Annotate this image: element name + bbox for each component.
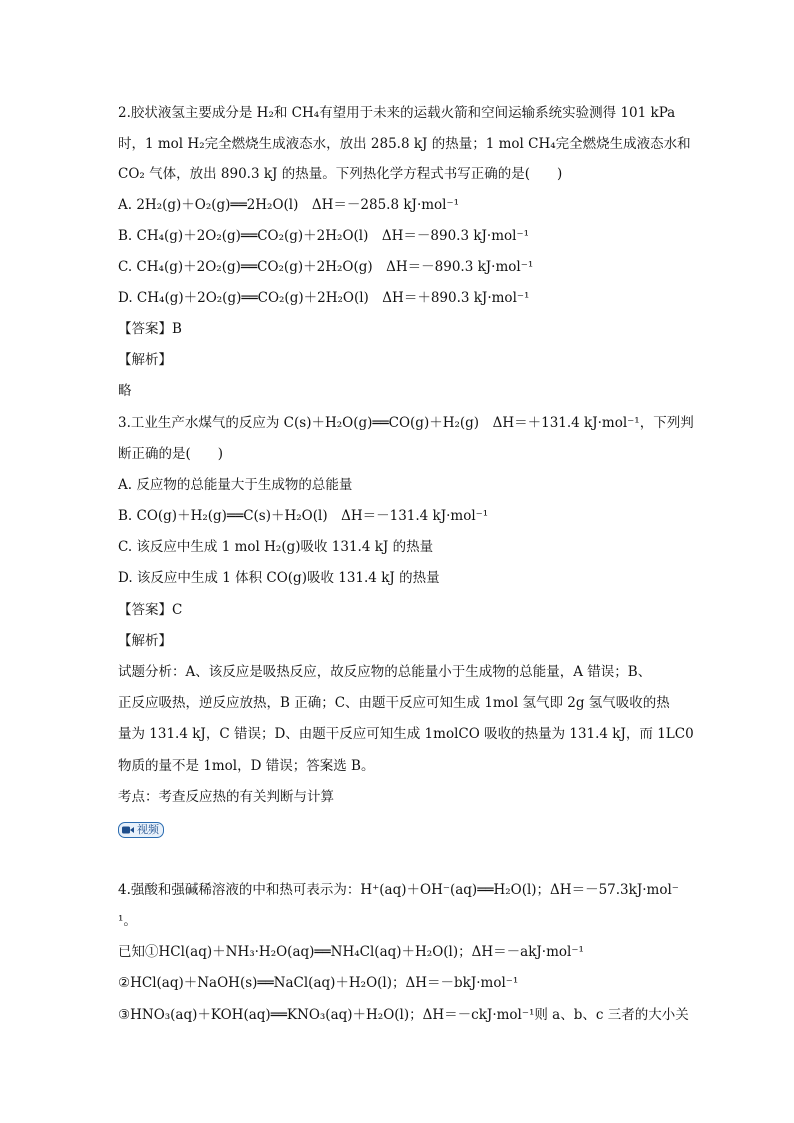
q3-stem-line-1: 3.工业生产水煤气的反应为 C(s)＋H₂O(g)══CO(g)＋H₂(g) ΔH＝＋131.4 kJ·mol⁻¹，下列判 bbox=[118, 415, 694, 431]
q3-analysis-label: 【解析】 bbox=[118, 633, 172, 649]
q3-option-d: D. 该反应中生成 1 体积 CO(g)吸收 131.4 kJ 的热量 bbox=[118, 570, 440, 586]
q4-given-3: ③HNO₃(aq)＋KOH(aq)══KNO₃(aq)＋H₂O(l)；ΔH＝－ckJ·mol⁻¹则 a、b、c 三者的大小关 bbox=[118, 1007, 689, 1023]
q3-analysis-line-4: 物质的量不是 1mol，D 错误；答案选 B。 bbox=[118, 758, 375, 774]
video-camera-icon bbox=[122, 826, 134, 834]
q4-given-2: ②HCl(aq)＋NaOH(s)══NaCl(aq)＋H₂O(l)；ΔH＝－bkJ·mol⁻¹ bbox=[118, 975, 519, 991]
q2-option-c: C. CH₄(g)＋2O₂(g)══CO₂(g)＋2H₂O(g) ΔH＝－890.3 kJ·mol⁻¹ bbox=[118, 259, 534, 275]
q2-analysis-text: 略 bbox=[118, 383, 132, 399]
q2-stem-line-1: 2.胶状液氢主要成分是 H₂和 CH₄有望用于未来的运载火箭和空间运输系统实验测得 101 kPa bbox=[118, 105, 676, 121]
q2-stem-line-2: 时，1 mol H₂完全燃烧生成液态水，放出 285.8 kJ 的热量；1 mol CH₄完全燃烧生成液态水和 bbox=[118, 136, 691, 152]
q3-analysis-line-1: 试题分析：A、该反应是吸热反应，故反应物的总能量小于生成物的总能量，A 错误；B、 bbox=[118, 664, 652, 680]
video-button[interactable] bbox=[118, 822, 164, 838]
q4-stem-line-2: ¹。 bbox=[118, 913, 137, 929]
q2-stem-line-3: CO₂ 气体，放出 890.3 kJ 的热量。下列热化学方程式书写正确的是( ) bbox=[118, 166, 563, 182]
q3-stem-line-2: 断正确的是( ) bbox=[118, 446, 224, 462]
q3-option-b: B. CO(g)＋H₂(g)══C(s)＋H₂O(l) ΔH＝－131.4 kJ·mol⁻¹ bbox=[118, 508, 489, 524]
q3-option-a: A. 反应物的总能量大于生成物的总能量 bbox=[118, 477, 353, 493]
q2-analysis-label: 【解析】 bbox=[118, 352, 172, 368]
q2-option-d: D. CH₄(g)＋2O₂(g)══CO₂(g)＋2H₂O(l) ΔH＝＋890.3 kJ·mol⁻¹ bbox=[118, 290, 530, 306]
q4-stem-line-1: 4.强酸和强碱稀溶液的中和热可表示为：H⁺(aq)＋OH⁻(aq)══H₂O(l)；ΔH＝－57.3kJ·mol⁻ bbox=[118, 882, 679, 898]
q4-given-1: 已知①HCl(aq)＋NH₃·H₂O(aq)══NH₄Cl(aq)＋H₂O(l)；ΔH＝－akJ·mol⁻¹ bbox=[118, 944, 584, 960]
q2-answer: 【答案】B bbox=[118, 321, 182, 337]
q3-option-c: C. 该反应中生成 1 mol H₂(g)吸收 131.4 kJ 的热量 bbox=[118, 539, 434, 555]
q3-answer: 【答案】C bbox=[118, 602, 183, 618]
q2-option-b: B. CH₄(g)＋2O₂(g)══CO₂(g)＋2H₂O(l) ΔH＝－890.3 kJ·mol⁻¹ bbox=[118, 228, 529, 244]
video-label: 视频 bbox=[137, 823, 159, 836]
q3-analysis-line-3: 量为 131.4 kJ，C 错误；D、由题干反应可知生成 1molCO 吸收的热量为 131.4 kJ，而 1LC0 bbox=[118, 726, 694, 742]
q3-analysis-line-2: 正反应吸热，逆反应放热，B 正确；C、由题干反应可知生成 1mol 氢气即 2g 氢气吸收的热 bbox=[118, 695, 670, 711]
q2-option-a: A. 2H₂(g)＋O₂(g)══2H₂O(l) ΔH＝－285.8 kJ·mol⁻¹ bbox=[118, 197, 460, 213]
q3-kaodian: 考点：考查反应热的有关判断与计算 bbox=[118, 789, 334, 805]
